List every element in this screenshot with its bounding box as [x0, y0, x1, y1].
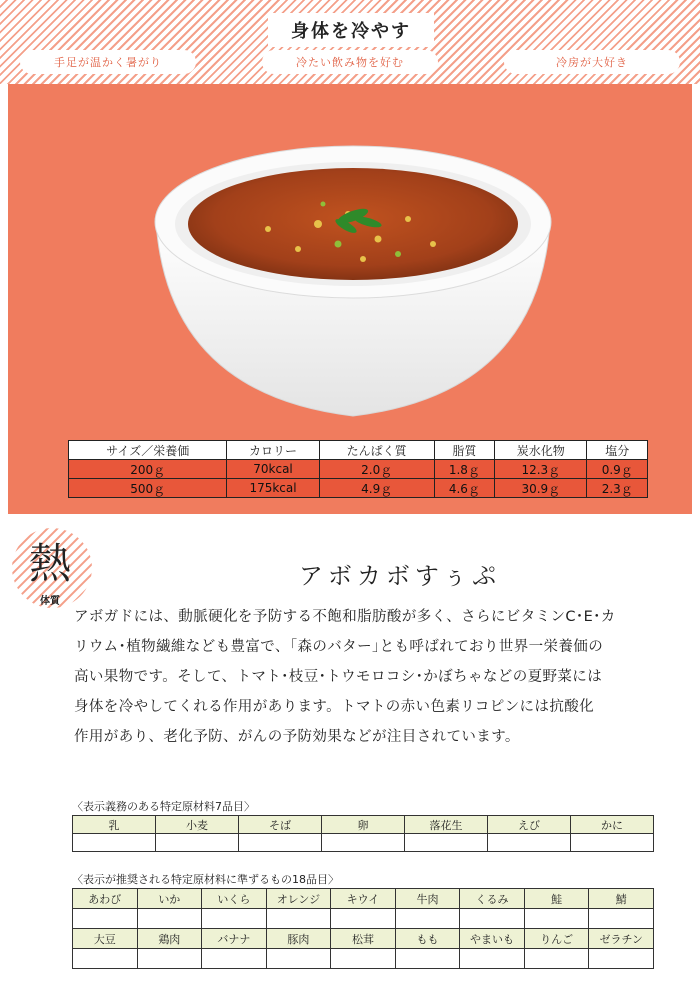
allergen-item: 牛肉 — [395, 889, 460, 909]
allergen-item: かに — [571, 816, 654, 834]
product-panel — [8, 84, 692, 514]
recipe-description — [74, 602, 674, 752]
allergen-check-cell — [589, 949, 654, 969]
allergen-item: えび — [488, 816, 571, 834]
allergen-item: いくら — [202, 889, 267, 909]
allergen-item: バナナ — [202, 929, 267, 949]
allergen-header-row — [73, 929, 654, 949]
nutrition-table — [68, 440, 648, 498]
allergen-check-cell — [571, 834, 654, 852]
allergens-required-table — [72, 815, 654, 852]
nutrition-cell: 12.3ｇ — [495, 460, 587, 479]
allergen-item: もも — [395, 929, 460, 949]
constitution-badge — [10, 526, 94, 610]
allergen-check-cell — [322, 834, 405, 852]
allergen-item: くるみ — [460, 889, 525, 909]
nutrition-header: 塩分 — [587, 441, 648, 460]
allergen-check-cell — [331, 949, 396, 969]
nutrition-header: サイズ／栄養価 — [69, 441, 227, 460]
badge-sub: 体質 — [40, 596, 60, 607]
badge-kanji: 熱 — [28, 539, 72, 588]
header-band — [0, 0, 700, 84]
allergen-item: 大豆 — [73, 929, 138, 949]
allergen-check-cell — [137, 909, 202, 929]
nutrition-header: カロリー — [227, 441, 319, 460]
allergen-check-cell — [202, 909, 267, 929]
allergens-recommended-table — [72, 888, 654, 969]
allergen-check-cell — [73, 834, 156, 852]
nutrition-cell: 2.3ｇ — [587, 479, 648, 498]
trait-pill-1: 手足が温かく暑がり — [20, 50, 196, 74]
allergen-item: 鶏肉 — [137, 929, 202, 949]
nutrition-cell: 2.0ｇ — [319, 460, 434, 479]
nutrition-cell: 500ｇ — [69, 479, 227, 498]
allergen-check-cell — [524, 949, 589, 969]
allergen-item: 小麦 — [156, 816, 239, 834]
allergen-check-cell — [73, 949, 138, 969]
nutrition-header: 脂質 — [434, 441, 494, 460]
allergen-item: いか — [137, 889, 202, 909]
allergen-header-row — [73, 816, 654, 834]
allergen-item: ゼラチン — [589, 929, 654, 949]
allergen-item: 豚肉 — [266, 929, 331, 949]
allergens-recommended-label: 〈表示が推奨される特定原材料に準ずるもの18品目〉 — [72, 873, 339, 886]
nutrition-cell: 70kcal — [227, 460, 319, 479]
allergen-item: 乳 — [73, 816, 156, 834]
description-line: リウム･植物繊維なども豊富で、｢森のバター｣とも呼ばれており世界一栄養価の — [74, 639, 604, 655]
allergen-item: りんご — [524, 929, 589, 949]
soup-bowl-image — [148, 144, 558, 424]
allergen-check-cell — [239, 834, 322, 852]
allergen-check-cell — [589, 909, 654, 929]
nutrition-header: たんぱく質 — [319, 441, 434, 460]
allergens-required-label: 〈表示義務のある特定原材料7品目〉 — [72, 800, 255, 813]
allergen-item: オレンジ — [266, 889, 331, 909]
trait-pill-3: 冷房が大好き — [504, 50, 680, 74]
nutrition-cell: 4.6ｇ — [434, 479, 494, 498]
allergen-check-cell — [266, 949, 331, 969]
allergen-item: 卵 — [322, 816, 405, 834]
nutrition-cell: 0.9ｇ — [587, 460, 648, 479]
allergen-check-row — [73, 909, 654, 929]
allergen-header-row — [73, 889, 654, 909]
allergen-check-cell — [395, 949, 460, 969]
allergen-check-cell — [331, 909, 396, 929]
allergen-check-cell — [202, 949, 267, 969]
allergen-item: 松茸 — [331, 929, 396, 949]
nutrition-header-row — [69, 441, 648, 460]
allergen-item: 鮭 — [524, 889, 589, 909]
allergen-check-cell — [395, 909, 460, 929]
allergen-check-cell — [266, 909, 331, 929]
nutrition-row — [69, 460, 648, 479]
nutrition-cell: 200ｇ — [69, 460, 227, 479]
allergen-check-cell — [73, 909, 138, 929]
nutrition-cell: 4.9ｇ — [319, 479, 434, 498]
allergen-check-row — [73, 834, 654, 852]
description-line: 高い果物です。そして、トマト･枝豆･トウモロコシ･かぼちゃなどの夏野菜には — [74, 669, 603, 685]
allergen-check-cell — [524, 909, 589, 929]
allergen-check-cell — [460, 909, 525, 929]
allergen-check-cell — [405, 834, 488, 852]
description-line: アボガドには、動脈硬化を予防する不飽和脂肪酸が多く、さらにビタミンC･E･カ — [74, 609, 616, 625]
recipe-title: アボカボすぅぷ — [298, 562, 502, 590]
allergen-check-cell — [488, 834, 571, 852]
allergen-item: あわび — [73, 889, 138, 909]
allergen-check-cell — [137, 949, 202, 969]
allergen-item: 鯖 — [589, 889, 654, 909]
allergen-item: やまいも — [460, 929, 525, 949]
nutrition-cell: 30.9ｇ — [495, 479, 587, 498]
nutrition-header: 炭水化物 — [495, 441, 587, 460]
trait-pill-2: 冷たい飲み物を好む — [262, 50, 438, 74]
description-line: 作用があり、老化予防、がんの予防効果などが注目されています。 — [74, 729, 520, 745]
allergen-check-row — [73, 949, 654, 969]
allergen-item: そば — [239, 816, 322, 834]
nutrition-cell: 1.8ｇ — [434, 460, 494, 479]
page-title: 身体を冷やす — [268, 13, 434, 47]
nutrition-row — [69, 479, 648, 498]
allergen-check-cell — [156, 834, 239, 852]
allergen-check-cell — [460, 949, 525, 969]
allergen-item: キウイ — [331, 889, 396, 909]
allergen-item: 落花生 — [405, 816, 488, 834]
nutrition-cell: 175kcal — [227, 479, 319, 498]
description-line: 身体を冷やしてくれる作用があります。トマトの赤い色素リコピンには抗酸化 — [74, 699, 595, 715]
